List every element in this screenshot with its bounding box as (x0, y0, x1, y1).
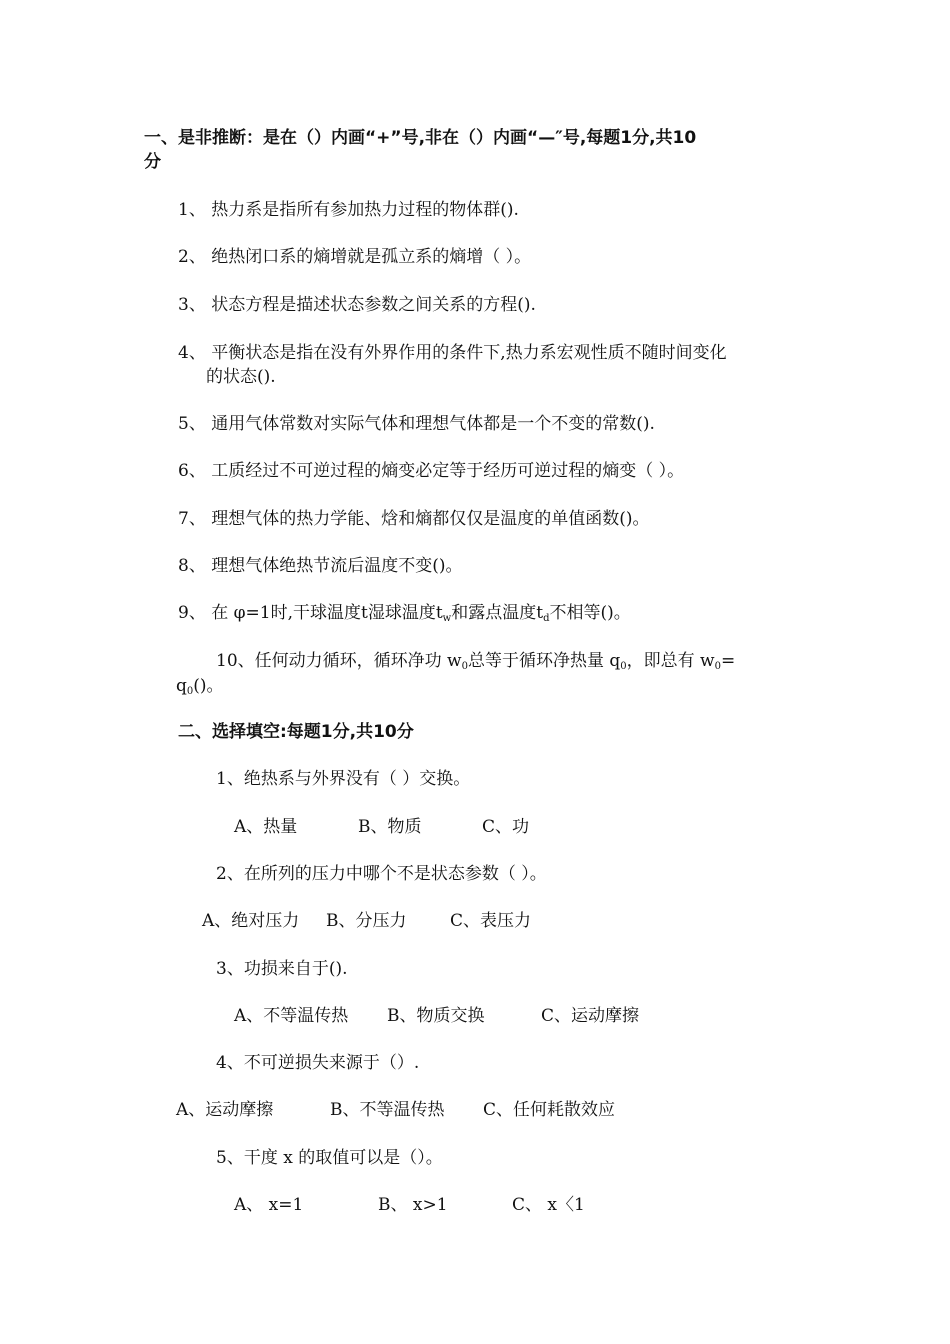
option-c: C、表压力 (450, 911, 532, 931)
tf-item-7: 7、 理想气体的热力学能、焓和熵都仅仅是温度的单值函数()。 (178, 509, 650, 529)
mc-options-5 (234, 1193, 585, 1217)
tf-item-4: 4、 平衡状态是指在没有外界作用的条件下,热力系宏观性质不随时间变化 (178, 343, 727, 363)
option-b: B、物质交换 (387, 1006, 485, 1026)
tf-item-9-prefix: 9、 在 φ=1时,干球温度t湿球温度t (178, 603, 443, 623)
tf-item-10-part: 总等于循环净热量 q (467, 651, 621, 671)
option-c: C、功 (482, 817, 530, 837)
tf-item-10-part: ()。 (193, 676, 224, 696)
mc-question-3: 3、功损来自于(). (216, 959, 348, 979)
tf-item-5: 5、 通用气体常数对实际气体和理想气体都是一个不变的常数(). (178, 414, 655, 434)
tf-item-10-sub: 0 (461, 661, 468, 672)
option-b: B、 x>1 (378, 1195, 448, 1215)
tf-item-10-sub: 0 (620, 661, 627, 672)
option-a: A、绝对压力 (202, 911, 300, 931)
tf-item-6: 6、 工质经过不可逆过程的熵变必定等于经历可逆过程的熵变（ ）。 (178, 461, 685, 481)
mc-question-1: 1、绝热系与外界没有（ ）交换。 (216, 769, 471, 789)
mc-question-4: 4、不可逆损失来源于（）. (216, 1053, 420, 1073)
section2-heading: 二、选择填空:每题1分,共10分 (178, 722, 414, 742)
mc-options-3 (234, 1004, 639, 1028)
mc-question-2: 2、在所列的压力中哪个不是状态参数（ ）。 (216, 864, 547, 884)
mc-options-1 (234, 815, 529, 839)
section1-heading: 一、是非推断：是在（）内画“+”号,非在（）内画“—″号,每题1分,共10 (144, 128, 697, 148)
tf-item-3: 3、 状态方程是描述状态参数之间关系的方程(). (178, 295, 536, 315)
option-b: B、分压力 (326, 911, 407, 931)
tf-item-10-part: = (720, 651, 736, 671)
tf-item-2: 2、 绝热闭口系的熵增就是孤立系的熵增（ ）。 (178, 247, 532, 267)
option-a: A、热量 (234, 817, 298, 837)
section1-heading-cont: 分 (144, 152, 161, 172)
tf-item-10-cont (176, 674, 224, 704)
tf-item-10 (216, 649, 735, 679)
tf-item-9-suffix: 不相等()。 (549, 603, 631, 623)
option-c: C、任何耗散效应 (483, 1100, 616, 1120)
tf-item-10-part: q (176, 676, 187, 696)
tf-item-1: 1、 热力系是指所有参加热力过程的物体群(). (178, 200, 519, 220)
option-a: A、运动摩擦 (176, 1100, 274, 1120)
tf-item-9-sub-d: d (543, 613, 550, 624)
tf-item-9 (178, 601, 631, 631)
tf-item-9-middle: 和露点温度t (451, 603, 544, 623)
tf-item-10-part: ，即总有 w (626, 651, 715, 671)
option-a: A、 x=1 (234, 1195, 304, 1215)
option-a: A、不等温传热 (234, 1006, 349, 1026)
tf-item-4-cont: 的状态(). (206, 367, 276, 387)
option-b: B、不等温传热 (330, 1100, 445, 1120)
mc-question-5: 5、干度 x 的取值可以是（）。 (216, 1148, 443, 1168)
option-b: B、物质 (358, 817, 422, 837)
tf-item-10-sub: 0 (186, 686, 194, 697)
tf-item-10-part: 10、任何动力循环，循环净功 w (216, 651, 462, 671)
mc-options-4 (176, 1098, 615, 1122)
tf-item-8: 8、 理想气体绝热节流后温度不变()。 (178, 556, 463, 576)
option-c: C、 x〈1 (512, 1195, 585, 1215)
option-c: C、运动摩擦 (541, 1006, 640, 1026)
tf-item-9-sub-w: w (442, 613, 452, 624)
tf-item-10-sub: 0 (714, 661, 721, 672)
mc-options-2 (202, 909, 531, 933)
